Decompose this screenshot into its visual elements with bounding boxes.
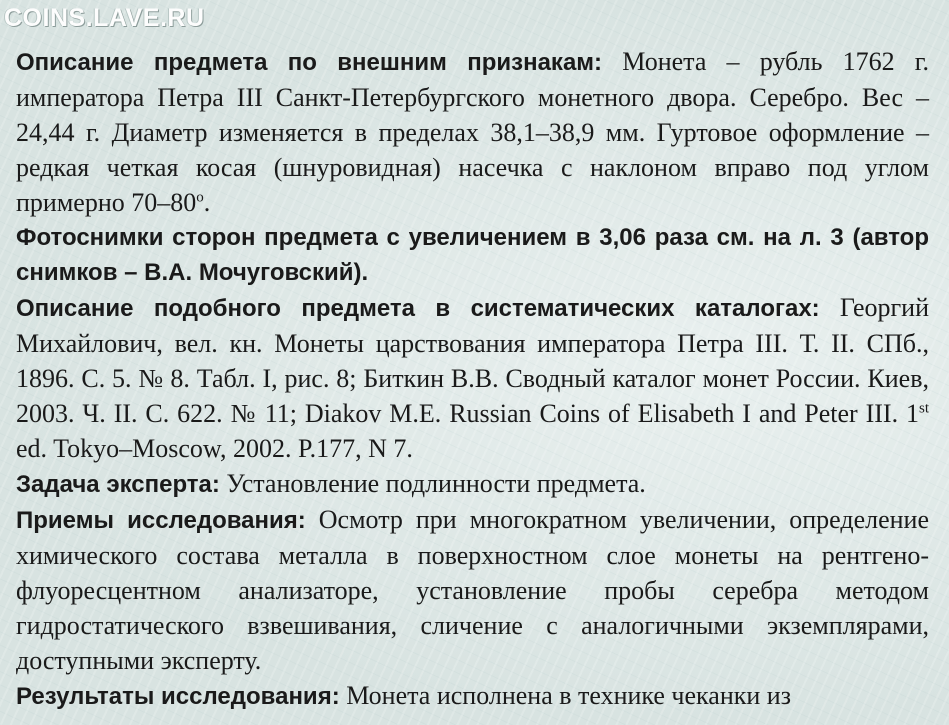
label-results: Результаты исследования: <box>16 683 340 710</box>
paragraph-catalogs: Описание подобного предмета в систематических каталогах: Георгий Михайлович, вел. кн. Монеты царствования императора Петра III. Т. II. СПб., 1896. С. 5. № 8. Табл. I, рис. 8; Биткин В.В. Сводный каталог монет России. Киев, 2003. Ч. II. С. 622. № 11; Diakov M.E. Russian Coins of Elisabeth I and Peter III. 1st ed. Tokyo–Moscow, 2002. P.177, N 7. <box>16 293 929 463</box>
site-watermark: COINS.LAVE.RU <box>4 4 205 32</box>
paragraph-photos: Фотоснимки сторон предмета с увеличением в 3,06 раза см. на л. 3 (автор снимков – В.А. Мочуговский). <box>16 224 929 286</box>
paragraph-methods: Приемы исследования: Осмотр при многократном увеличении, определение химического состава металла в поверхностном слое монеты на рентгено-флуоресцентном анализаторе, установление пробы серебра методом гидростатического взвешивания, сличение с аналогичными экземплярами, доступными эксперту. <box>16 505 929 675</box>
expert-document <box>16 44 929 714</box>
paragraph-results: Результаты исследования: Монета исполнена в технике чеканки из <box>16 681 791 710</box>
paragraph-task: Задача эксперта: Установление подлинности предмета. <box>16 469 646 498</box>
label-catalogs: Описание подобного предмета в систематических каталогах: <box>16 295 820 322</box>
label-methods: Приемы исследования: <box>16 507 306 534</box>
label-task: Задача эксперта: <box>16 471 220 498</box>
label-external-description: Описание предмета по внешним признакам: <box>16 49 603 76</box>
paragraph-external-description: Описание предмета по внешним признакам: Монета – рубль 1762 г. императора Петра III Санкт-Петербургского монетного двора. Серебро. Вес – 24,44 г. Диаметр изменяется в пределах 38,1–38,9 мм. Гуртовое оформление – редкая четкая косая (шнуровидная) насечка с наклоном вправо под углом примерно $70-80^о$. <box>16 47 930 217</box>
